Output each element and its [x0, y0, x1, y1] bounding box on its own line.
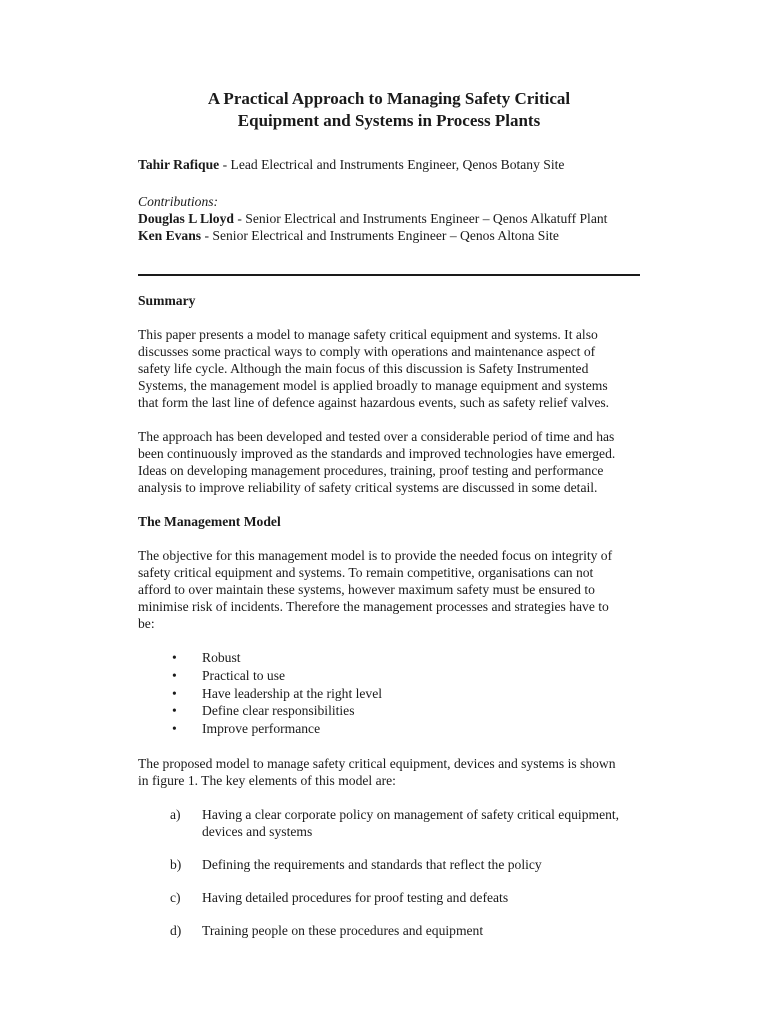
- summary-paragraph-2: [138, 428, 640, 496]
- list-item-text: devices and systems: [202, 823, 313, 839]
- list-item-text: Practical to use: [202, 667, 286, 683]
- text-line: analysis to improve reliability of safety critical systems are discussed in some detail.: [138, 480, 598, 495]
- list-item: [138, 856, 640, 873]
- paper-body: [138, 88, 640, 955]
- list-item: [138, 685, 640, 703]
- text-line: that form the last line of defence against hazardous events, such as safety relief valves.: [138, 395, 610, 410]
- contributions-label: Contributions:: [138, 194, 219, 209]
- list-marker: a): [170, 806, 181, 822]
- requirements-bullet-list: [138, 649, 640, 738]
- list-marker: b): [170, 856, 182, 872]
- list-item-text: Improve performance: [202, 721, 321, 737]
- bullet-icon: •: [172, 685, 177, 701]
- list-marker: d): [170, 922, 182, 938]
- contributions-block: [138, 193, 640, 244]
- title-line-2: Equipment and Systems in Process Plants: [237, 111, 541, 130]
- text-line: Systems, the management model is applied broadly to manage equipment and systems: [138, 378, 608, 393]
- list-item: [138, 720, 640, 738]
- key-elements-list: [138, 806, 640, 939]
- list-item-text: Training people on these procedures and equipment: [202, 922, 484, 938]
- text-line: be:: [138, 616, 155, 631]
- list-item: [138, 922, 640, 939]
- text-line: This paper presents a model to manage safety critical equipment and systems. It also: [138, 327, 598, 342]
- list-item: [138, 667, 640, 685]
- model-paragraph-2: [138, 755, 640, 789]
- bullet-icon: •: [172, 703, 177, 719]
- list-item-text: Have leadership at the right level: [202, 685, 383, 701]
- bullet-icon: •: [172, 667, 177, 683]
- list-marker: c): [170, 889, 181, 905]
- paper-title: [138, 88, 640, 132]
- text-line: The approach has been developed and tested over a considerable period of time and has: [138, 429, 615, 444]
- text-line: been continuously improved as the standards and improved technologies have emerged.: [138, 446, 616, 461]
- text-line: The proposed model to manage safety critical equipment, devices and systems is shown: [138, 755, 616, 771]
- text-line: safety critical equipment and systems. To remain competitive, organisations can not: [138, 565, 594, 580]
- contributor-role: - Senior Electrical and Instruments Engineer – Qenos Altona Site: [201, 228, 559, 243]
- text-line: safety life cycle. Although the main focus of this discussion is Safety Instrumented: [138, 361, 589, 376]
- list-item: [138, 889, 640, 906]
- list-item-text: Having detailed procedures for proof testing and defeats: [202, 889, 509, 905]
- contributor-line: [138, 227, 640, 244]
- list-item-text: Having a clear corporate policy on management of safety critical equipment,: [202, 806, 620, 822]
- list-item-text: Robust: [202, 650, 241, 665]
- list-item: [138, 649, 640, 667]
- contributor-line: [138, 210, 640, 227]
- management-model-heading: The Management Model: [138, 514, 281, 529]
- text-line: afford to over maintain these systems, however maximum safety must be ensured to: [138, 582, 595, 597]
- model-paragraph-1: [138, 547, 640, 632]
- contributor-name: Ken Evans: [138, 228, 202, 243]
- summary-heading: Summary: [138, 293, 196, 308]
- bullet-icon: •: [172, 650, 177, 665]
- author-line: [138, 156, 640, 173]
- text-line: discusses some practical ways to comply with operations and maintenance aspect of: [138, 344, 596, 359]
- bullet-icon: •: [172, 721, 177, 737]
- list-item-text: Defining the requirements and standards that reflect the policy: [202, 856, 542, 872]
- author-name: Tahir Rafique: [138, 157, 220, 172]
- title-line-1: A Practical Approach to Managing Safety Critical: [207, 89, 571, 108]
- contributor-name: Douglas L Lloyd: [138, 211, 234, 226]
- list-item: [138, 806, 640, 840]
- list-item-text: Define clear responsibilities: [202, 703, 355, 719]
- author-role: - Lead Electrical and Instruments Engineer, Qenos Botany Site: [219, 157, 565, 172]
- text-line: The objective for this management model is to provide the needed focus on integrity of: [138, 548, 613, 563]
- summary-paragraph-1: [138, 326, 640, 411]
- text-line: in figure 1. The key elements of this model are:: [138, 772, 396, 788]
- text-line: Ideas on developing management procedures, training, proof testing and performance: [138, 463, 604, 478]
- text-line: minimise risk of incidents. Therefore the management processes and strategies have to: [138, 599, 609, 614]
- contributor-role: - Senior Electrical and Instruments Engineer – Qenos Alkatuff Plant: [233, 211, 608, 226]
- horizontal-divider: [138, 274, 640, 276]
- list-item: [138, 702, 640, 720]
